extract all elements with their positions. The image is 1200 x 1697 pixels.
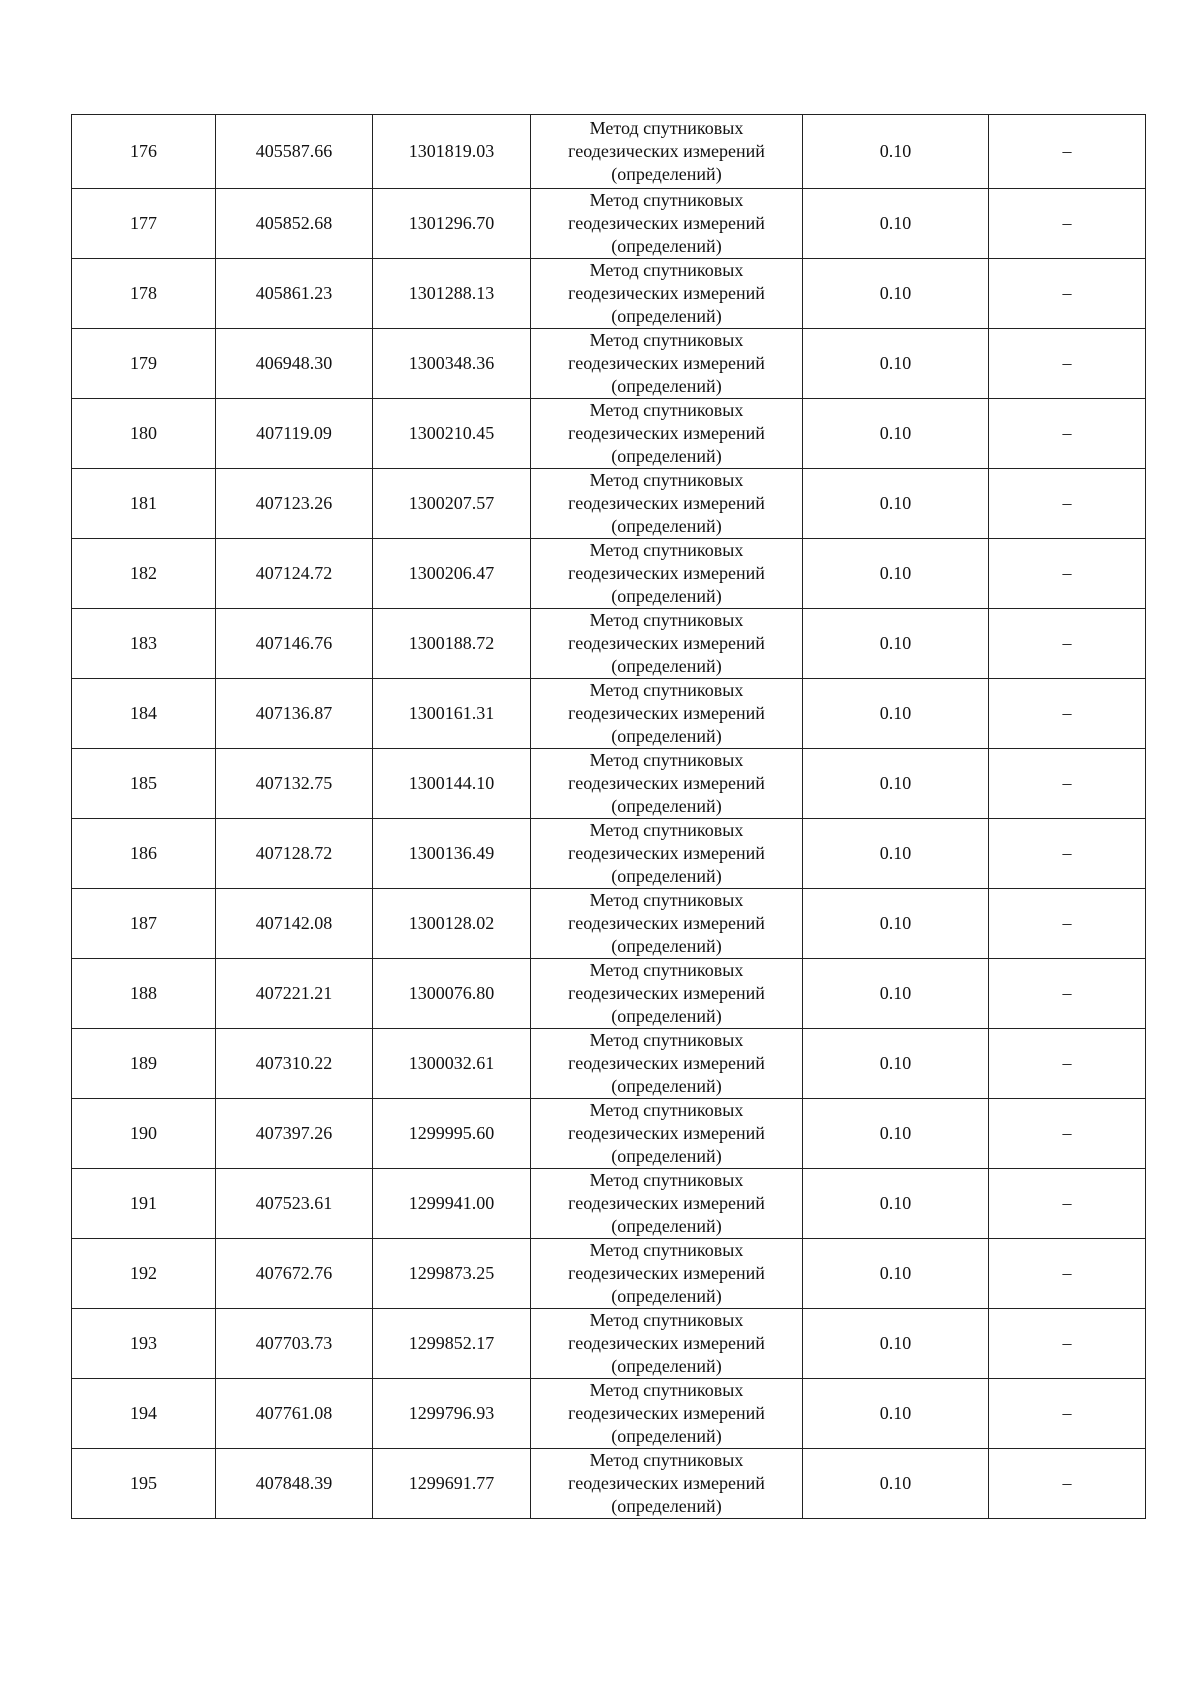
note-cell: – <box>989 1239 1146 1309</box>
x-coordinate-cell: 405587.66 <box>216 115 373 189</box>
table-row <box>72 749 1146 819</box>
table-row <box>72 609 1146 679</box>
accuracy-cell: 0.10 <box>803 1099 989 1169</box>
accuracy-cell: 0.10 <box>803 1029 989 1099</box>
table-body <box>72 115 1146 1519</box>
note-cell: – <box>989 1099 1146 1169</box>
x-coordinate-cell: 407142.08 <box>216 889 373 959</box>
method-cell: Метод спутниковых геодезических измерений (определений) <box>531 399 803 469</box>
y-coordinate-cell: 1301296.70 <box>373 189 531 259</box>
point-number-cell: 186 <box>72 819 216 889</box>
method-cell: Метод спутниковых геодезических измерений (определений) <box>531 189 803 259</box>
x-coordinate-cell: 407132.75 <box>216 749 373 819</box>
y-coordinate-cell: 1299852.17 <box>373 1309 531 1379</box>
x-coordinate-cell: 407672.76 <box>216 1239 373 1309</box>
table-row <box>72 1239 1146 1309</box>
table-row <box>72 889 1146 959</box>
method-cell: Метод спутниковых геодезических измерений (определений) <box>531 259 803 329</box>
method-cell: Метод спутниковых геодезических измерений (определений) <box>531 329 803 399</box>
x-coordinate-cell: 407310.22 <box>216 1029 373 1099</box>
note-cell: – <box>989 819 1146 889</box>
note-cell: – <box>989 1379 1146 1449</box>
accuracy-cell: 0.10 <box>803 959 989 1029</box>
point-number-cell: 177 <box>72 189 216 259</box>
method-cell: Метод спутниковых геодезических измерений (определений) <box>531 1449 803 1519</box>
x-coordinate-cell: 407703.73 <box>216 1309 373 1379</box>
note-cell: – <box>989 259 1146 329</box>
accuracy-cell: 0.10 <box>803 889 989 959</box>
method-cell: Метод спутниковых геодезических измерений (определений) <box>531 1099 803 1169</box>
table-row <box>72 399 1146 469</box>
table-row <box>72 469 1146 539</box>
note-cell: – <box>989 1169 1146 1239</box>
point-number-cell: 187 <box>72 889 216 959</box>
coordinates-table <box>71 114 1146 1519</box>
y-coordinate-cell: 1301819.03 <box>373 115 531 189</box>
note-cell: – <box>989 749 1146 819</box>
accuracy-cell: 0.10 <box>803 189 989 259</box>
method-cell: Метод спутниковых геодезических измерений (определений) <box>531 819 803 889</box>
x-coordinate-cell: 407123.26 <box>216 469 373 539</box>
table-row <box>72 679 1146 749</box>
accuracy-cell: 0.10 <box>803 539 989 609</box>
accuracy-cell: 0.10 <box>803 329 989 399</box>
note-cell: – <box>989 115 1146 189</box>
y-coordinate-cell: 1300144.10 <box>373 749 531 819</box>
x-coordinate-cell: 407124.72 <box>216 539 373 609</box>
note-cell: – <box>989 1029 1146 1099</box>
note-cell: – <box>989 189 1146 259</box>
x-coordinate-cell: 407128.72 <box>216 819 373 889</box>
point-number-cell: 188 <box>72 959 216 1029</box>
table-row <box>72 1029 1146 1099</box>
y-coordinate-cell: 1300207.57 <box>373 469 531 539</box>
table-row <box>72 1449 1146 1519</box>
y-coordinate-cell: 1300032.61 <box>373 1029 531 1099</box>
method-cell: Метод спутниковых геодезических измерений (определений) <box>531 539 803 609</box>
accuracy-cell: 0.10 <box>803 609 989 679</box>
y-coordinate-cell: 1300206.47 <box>373 539 531 609</box>
x-coordinate-cell: 407119.09 <box>216 399 373 469</box>
note-cell: – <box>989 959 1146 1029</box>
y-coordinate-cell: 1300348.36 <box>373 329 531 399</box>
point-number-cell: 195 <box>72 1449 216 1519</box>
point-number-cell: 194 <box>72 1379 216 1449</box>
table-row <box>72 1379 1146 1449</box>
note-cell: – <box>989 539 1146 609</box>
point-number-cell: 189 <box>72 1029 216 1099</box>
note-cell: – <box>989 609 1146 679</box>
point-number-cell: 185 <box>72 749 216 819</box>
y-coordinate-cell: 1299873.25 <box>373 1239 531 1309</box>
note-cell: – <box>989 1309 1146 1379</box>
method-cell: Метод спутниковых геодезических измерений (определений) <box>531 115 803 189</box>
table-row <box>72 1099 1146 1169</box>
point-number-cell: 179 <box>72 329 216 399</box>
accuracy-cell: 0.10 <box>803 1449 989 1519</box>
x-coordinate-cell: 407761.08 <box>216 1379 373 1449</box>
point-number-cell: 183 <box>72 609 216 679</box>
method-cell: Метод спутниковых геодезических измерений (определений) <box>531 1239 803 1309</box>
method-cell: Метод спутниковых геодезических измерений (определений) <box>531 1169 803 1239</box>
point-number-cell: 193 <box>72 1309 216 1379</box>
point-number-cell: 180 <box>72 399 216 469</box>
y-coordinate-cell: 1300076.80 <box>373 959 531 1029</box>
point-number-cell: 192 <box>72 1239 216 1309</box>
accuracy-cell: 0.10 <box>803 1169 989 1239</box>
y-coordinate-cell: 1300188.72 <box>373 609 531 679</box>
accuracy-cell: 0.10 <box>803 469 989 539</box>
x-coordinate-cell: 407136.87 <box>216 679 373 749</box>
table-row <box>72 189 1146 259</box>
y-coordinate-cell: 1300136.49 <box>373 819 531 889</box>
x-coordinate-cell: 407221.21 <box>216 959 373 1029</box>
table-row <box>72 819 1146 889</box>
accuracy-cell: 0.10 <box>803 1309 989 1379</box>
x-coordinate-cell: 406948.30 <box>216 329 373 399</box>
accuracy-cell: 0.10 <box>803 1379 989 1449</box>
method-cell: Метод спутниковых геодезических измерений (определений) <box>531 959 803 1029</box>
accuracy-cell: 0.10 <box>803 115 989 189</box>
note-cell: – <box>989 399 1146 469</box>
table-row <box>72 259 1146 329</box>
method-cell: Метод спутниковых геодезических измерений (определений) <box>531 1379 803 1449</box>
method-cell: Метод спутниковых геодезических измерений (определений) <box>531 609 803 679</box>
accuracy-cell: 0.10 <box>803 749 989 819</box>
y-coordinate-cell: 1299941.00 <box>373 1169 531 1239</box>
y-coordinate-cell: 1301288.13 <box>373 259 531 329</box>
y-coordinate-cell: 1300161.31 <box>373 679 531 749</box>
y-coordinate-cell: 1299796.93 <box>373 1379 531 1449</box>
accuracy-cell: 0.10 <box>803 679 989 749</box>
method-cell: Метод спутниковых геодезических измерений (определений) <box>531 679 803 749</box>
x-coordinate-cell: 405852.68 <box>216 189 373 259</box>
note-cell: – <box>989 679 1146 749</box>
note-cell: – <box>989 329 1146 399</box>
accuracy-cell: 0.10 <box>803 399 989 469</box>
method-cell: Метод спутниковых геодезических измерений (определений) <box>531 1029 803 1099</box>
x-coordinate-cell: 407397.26 <box>216 1099 373 1169</box>
x-coordinate-cell: 407523.61 <box>216 1169 373 1239</box>
point-number-cell: 176 <box>72 115 216 189</box>
table-row <box>72 959 1146 1029</box>
method-cell: Метод спутниковых геодезических измерений (определений) <box>531 889 803 959</box>
point-number-cell: 181 <box>72 469 216 539</box>
accuracy-cell: 0.10 <box>803 1239 989 1309</box>
y-coordinate-cell: 1299995.60 <box>373 1099 531 1169</box>
x-coordinate-cell: 407848.39 <box>216 1449 373 1519</box>
y-coordinate-cell: 1300128.02 <box>373 889 531 959</box>
point-number-cell: 190 <box>72 1099 216 1169</box>
method-cell: Метод спутниковых геодезических измерений (определений) <box>531 1309 803 1379</box>
table-row <box>72 115 1146 189</box>
note-cell: – <box>989 1449 1146 1519</box>
method-cell: Метод спутниковых геодезических измерений (определений) <box>531 749 803 819</box>
point-number-cell: 182 <box>72 539 216 609</box>
table-row <box>72 1309 1146 1379</box>
x-coordinate-cell: 407146.76 <box>216 609 373 679</box>
note-cell: – <box>989 469 1146 539</box>
y-coordinate-cell: 1300210.45 <box>373 399 531 469</box>
table-row <box>72 539 1146 609</box>
table-row <box>72 329 1146 399</box>
table-row <box>72 1169 1146 1239</box>
point-number-cell: 191 <box>72 1169 216 1239</box>
point-number-cell: 178 <box>72 259 216 329</box>
accuracy-cell: 0.10 <box>803 819 989 889</box>
point-number-cell: 184 <box>72 679 216 749</box>
note-cell: – <box>989 889 1146 959</box>
y-coordinate-cell: 1299691.77 <box>373 1449 531 1519</box>
accuracy-cell: 0.10 <box>803 259 989 329</box>
x-coordinate-cell: 405861.23 <box>216 259 373 329</box>
method-cell: Метод спутниковых геодезических измерений (определений) <box>531 469 803 539</box>
